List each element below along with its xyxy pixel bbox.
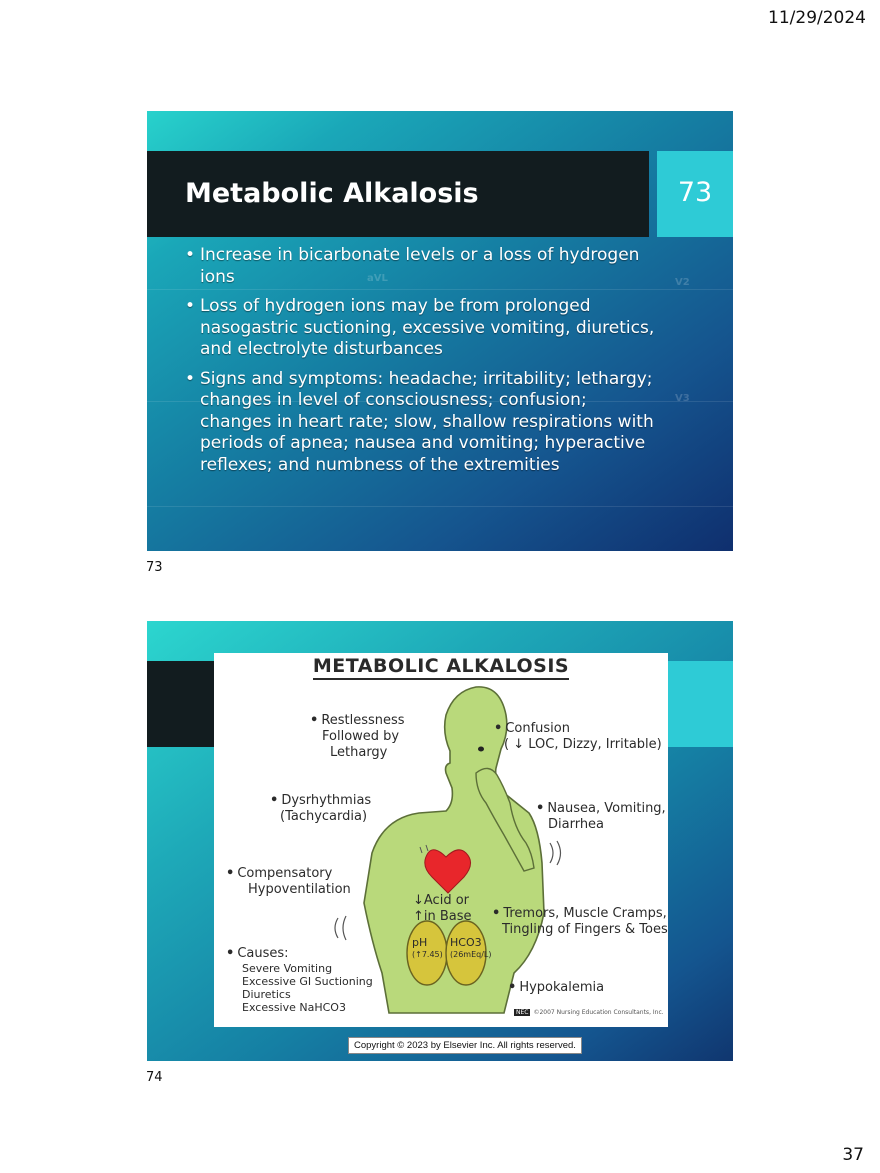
metabolic-alkalosis-illustration xyxy=(214,653,668,1027)
bullet-dot: • xyxy=(536,801,545,816)
label-compensatory-line2: Hypoventilation xyxy=(248,882,351,897)
bullet-item: • Signs and symptoms: headache; irritability; lethargy; changes in level of consciousness; confusion; changes in heart rate; slow, shallow respirations with periods of apnea; nausea and vomiting; hyperactive reflexes; and numbness of the extremities xyxy=(185,369,655,477)
bullet-dot: • xyxy=(310,713,319,728)
label-compensatory-line1: Compensatory xyxy=(237,866,333,881)
label-dysrhythmias-line1: Dysrhythmias xyxy=(281,793,372,808)
ekg-lead-marker: V3 xyxy=(675,393,690,404)
label-hypokalemia xyxy=(508,980,604,996)
label-nausea xyxy=(536,801,666,833)
bullet-dot: • xyxy=(226,946,235,961)
label-base-line: ↑in Base xyxy=(413,909,472,924)
bullet-dot: • xyxy=(226,866,235,881)
label-restlessness-line1: Restlessness xyxy=(321,713,405,728)
label-acid-base xyxy=(413,893,472,925)
label-causes-title: Causes: xyxy=(237,946,289,961)
ekg-lead-marker: V2 xyxy=(675,277,690,288)
label-restlessness-line3: Lethargy xyxy=(330,745,388,760)
title-bar xyxy=(147,151,649,237)
label-hco3-value: (26mEq/L) xyxy=(450,950,492,959)
label-confusion xyxy=(494,721,662,753)
label-tremors-line1: Tremors, Muscle Cramps, xyxy=(503,906,667,921)
number-box-fragment xyxy=(667,661,733,747)
label-compensatory xyxy=(226,866,351,898)
label-confusion-line1: Confusion xyxy=(505,721,570,736)
slide-74 xyxy=(147,621,733,1061)
label-ph xyxy=(412,937,443,961)
label-cause-item: Diuretics xyxy=(242,988,291,1001)
label-nausea-line1: Nausea, Vomiting, xyxy=(547,801,666,816)
label-hco3-title: HCO3 xyxy=(450,936,482,949)
bullet-item: • Increase in bicarbonate levels or a loss of hydrogen ions xyxy=(185,245,655,288)
bullet-dot: • xyxy=(508,980,517,995)
publisher-logo: NEC xyxy=(516,1009,529,1016)
slide-number: 73 xyxy=(677,177,713,208)
label-causes xyxy=(226,946,373,1014)
label-dysrhythmias-line2: (Tachycardia) xyxy=(280,809,368,824)
figure-title-text: METABOLIC ALKALOSIS xyxy=(313,655,569,680)
label-cause-item: Excessive GI Suctioning xyxy=(242,975,373,988)
label-tremors xyxy=(492,906,668,938)
page-number: 37 xyxy=(842,1145,864,1165)
label-tremors-line2: Tingling of Fingers & Toes xyxy=(502,922,668,937)
tremor-mark xyxy=(550,841,561,865)
label-cause-item: Severe Vomiting xyxy=(242,962,333,975)
ekg-lead-marker: aVL xyxy=(367,273,388,284)
label-nausea-line2: Diarrhea xyxy=(548,817,605,832)
slide-title: Metabolic Alkalosis xyxy=(185,178,479,209)
slide-caption: 73 xyxy=(146,560,163,575)
tremor-mark xyxy=(335,916,346,940)
copyright-notice: Copyright © 2023 by Elsevier Inc. All rights reserved. xyxy=(348,1037,582,1054)
ekg-gridline xyxy=(147,506,733,507)
label-dysrhythmias xyxy=(270,793,371,825)
label-ph-title: pH xyxy=(412,936,428,949)
eye-shape xyxy=(478,747,484,752)
label-restlessness-line2: Followed by xyxy=(322,729,400,744)
bullet-dot: • xyxy=(492,906,501,921)
slide-number-box xyxy=(657,151,733,237)
bullet-item: • Loss of hydrogen ions may be from prolonged nasogastric suctioning, excessive vomiting, diuretics, and electrolyte disturbances xyxy=(185,296,655,361)
slide-73 xyxy=(147,111,733,551)
label-hypokalemia-text: Hypokalemia xyxy=(519,980,605,995)
page-date: 11/29/2024 xyxy=(768,8,866,28)
figure-credit xyxy=(514,1009,664,1017)
label-restlessness xyxy=(310,713,405,761)
label-ph-value: (↑7.45) xyxy=(412,950,443,959)
figure-credit-text: ©2007 Nursing Education Consultants, Inc. xyxy=(533,1009,664,1016)
bullet-dot: • xyxy=(270,793,279,808)
label-hco3 xyxy=(450,937,492,961)
label-confusion-line2: ( ↓ LOC, Dizzy, Irritable) xyxy=(504,737,662,752)
slide-caption: 74 xyxy=(146,1070,163,1085)
label-acid-line: ↓Acid or xyxy=(413,893,469,908)
bullet-list xyxy=(185,245,655,484)
label-cause-item: Excessive NaHCO3 xyxy=(242,1001,346,1014)
bullet-dot: • xyxy=(494,721,503,736)
